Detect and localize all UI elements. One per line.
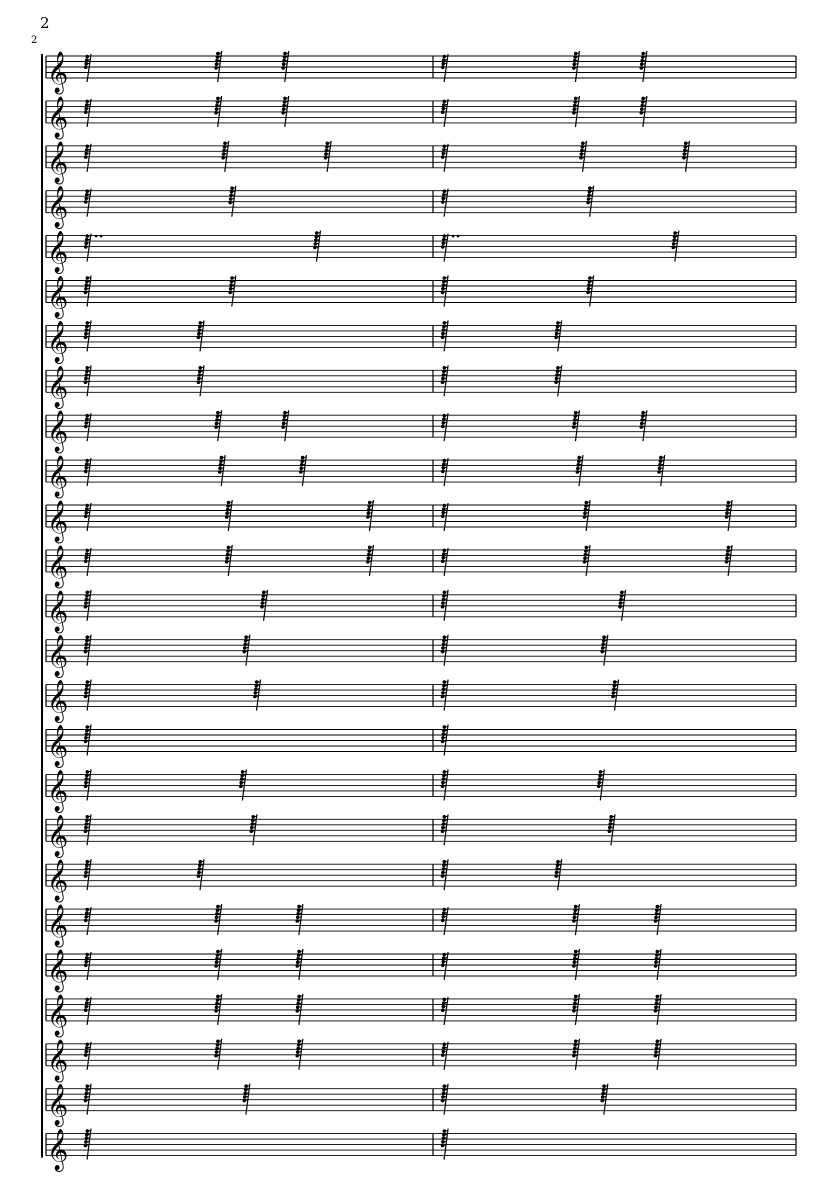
treble-clef-icon: 𝄞	[47, 770, 69, 812]
staff	[46, 500, 796, 543]
staff	[46, 859, 796, 902]
staff	[46, 904, 796, 947]
treble-clef-icon: 𝄞	[47, 231, 69, 273]
treble-clef-icon: 𝄞	[47, 321, 69, 363]
staff	[46, 410, 796, 453]
treble-clef-icon: 𝄞	[47, 276, 69, 318]
treble-clef-icon: 𝄞	[47, 411, 69, 453]
staff	[46, 365, 796, 408]
treble-clef-icon: 𝄞	[47, 815, 69, 857]
staff	[46, 51, 796, 94]
staff	[46, 1039, 796, 1082]
treble-clef-icon: 𝄞	[47, 1084, 69, 1126]
treble-clef-icon: 𝄞	[47, 141, 69, 183]
treble-clef-icon: 𝄞	[47, 186, 69, 228]
treble-clef-icon: 𝄞	[47, 590, 69, 632]
staff	[46, 769, 796, 812]
staff	[46, 814, 796, 857]
treble-clef-icon: 𝄞	[47, 905, 69, 947]
treble-clef-icon: 𝄞	[47, 501, 69, 542]
staff	[46, 590, 796, 633]
staff	[46, 276, 796, 319]
treble-clef-icon: 𝄞	[47, 52, 69, 93]
treble-clef-icon: 𝄞	[47, 366, 69, 408]
treble-clef-icon: 𝄞	[47, 545, 69, 587]
staff	[46, 1129, 796, 1172]
staff	[46, 994, 796, 1037]
staff	[46, 949, 796, 992]
treble-clef-icon: 𝄞	[47, 1039, 69, 1081]
treble-clef-icon: 𝄞	[47, 456, 69, 498]
page-number: 2	[40, 14, 50, 32]
staff	[46, 320, 796, 363]
staff	[46, 96, 796, 139]
treble-clef-icon: 𝄞	[47, 96, 69, 138]
staff	[46, 545, 796, 588]
treble-clef-icon: 𝄞	[47, 635, 69, 677]
staff	[46, 725, 796, 768]
treble-clef-icon: 𝄞	[47, 1129, 69, 1171]
system-number: 2	[31, 35, 38, 46]
staff	[46, 141, 796, 184]
treble-clef-icon: 𝄞	[47, 725, 69, 767]
treble-clef-icon: 𝄞	[47, 950, 69, 991]
staff	[46, 455, 796, 498]
staff	[46, 231, 796, 274]
treble-clef-icon: 𝄞	[47, 860, 69, 902]
staff	[46, 680, 796, 723]
staff	[46, 186, 796, 229]
treble-clef-icon: 𝄞	[47, 680, 69, 722]
staff	[46, 635, 796, 678]
staff	[46, 1084, 796, 1127]
treble-clef-icon: 𝄞	[47, 994, 69, 1036]
